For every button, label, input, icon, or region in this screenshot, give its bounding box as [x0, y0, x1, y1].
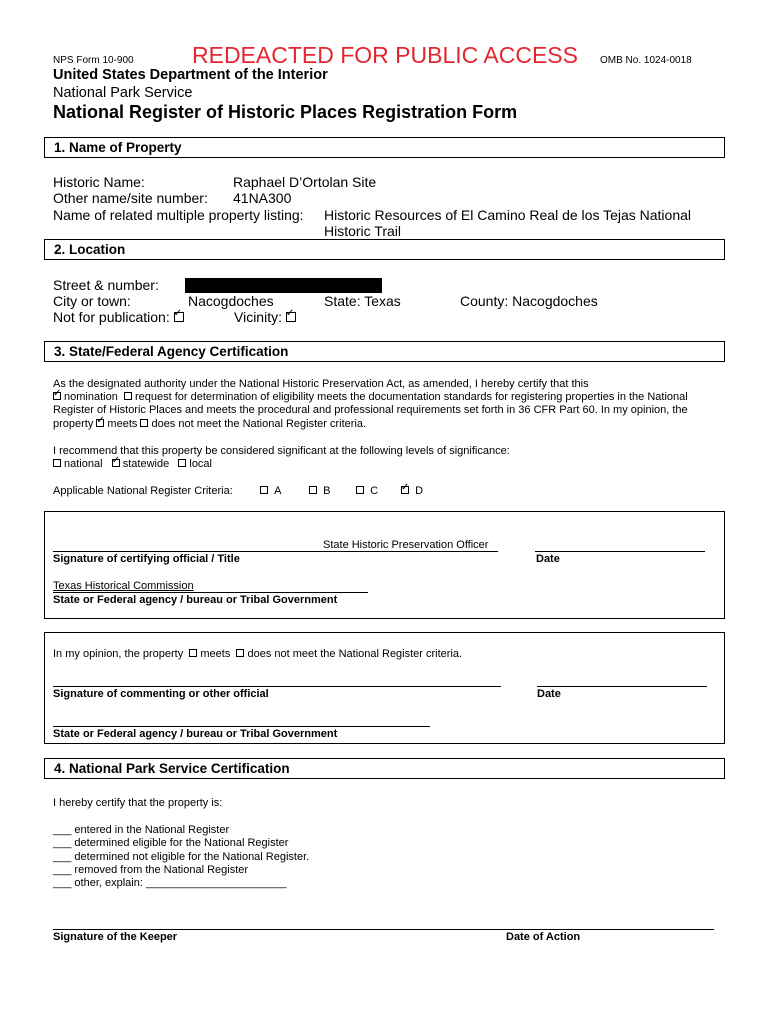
- criterion-d-label: D: [415, 485, 424, 497]
- nps-item-entered: ___ entered in the National Register: [53, 824, 230, 836]
- state-text: State: Texas: [324, 293, 401, 309]
- historic-name-value: Raphael D’Ortolan Site: [233, 174, 377, 190]
- commenting-signature-label: Signature of commenting or other official: [53, 688, 269, 700]
- agency-name-value: Texas Historical Commission: [53, 580, 194, 592]
- does-not-meet-checkbox[interactable]: [140, 419, 148, 427]
- criterion-b-checkbox[interactable]: [309, 486, 317, 494]
- redaction-notice: REDEACTED FOR PUBLIC ACCESS: [192, 42, 578, 68]
- does-not-meet-text: does not meet the National Register criteria.: [151, 418, 367, 430]
- commenting-agency-line[interactable]: [53, 726, 430, 727]
- local-label: local: [189, 458, 212, 470]
- criterion-c-label: C: [370, 485, 379, 497]
- section-4-header: 4. National Park Service Certification: [44, 758, 725, 779]
- commenting-date-line[interactable]: [537, 686, 707, 687]
- certification-text-line3: Register of Historic Places and meets the procedural and professional requirements set forth in 36 CFR Part 60. In my opinion, the: [53, 404, 688, 416]
- criterion-d: [401, 485, 423, 497]
- vicinity: [234, 309, 299, 325]
- statewide-checkbox[interactable]: [112, 459, 120, 467]
- criterion-b: [309, 485, 330, 497]
- nomination-label: nomination: [64, 391, 118, 403]
- date-line[interactable]: [535, 551, 705, 552]
- date-label: Date: [536, 553, 560, 565]
- request-text: request for determination of eligibility meets the documentation standards for registering properties in the National: [134, 391, 688, 403]
- nps-intro: I hereby certify that the property is:: [53, 797, 223, 809]
- nps-item-eligible: ___ determined eligible for the National Register: [53, 837, 289, 849]
- vicinity-label: Vicinity:: [234, 309, 282, 325]
- city-value: Nacogdoches: [188, 293, 274, 309]
- agency-label: State or Federal agency / bureau or Tribal Government: [53, 594, 338, 606]
- meets-label: meets: [107, 418, 138, 430]
- criteria-label: Applicable National Register Criteria:: [53, 485, 233, 497]
- other-name-value: 41NA300: [233, 190, 292, 206]
- certification-text-line1: As the designated authority under the National Historic Preservation Act, as amended, I hereby certify that this: [53, 378, 589, 390]
- nps-item-removed: ___ removed from the National Register: [53, 864, 249, 876]
- agency-name: National Park Service: [53, 85, 193, 101]
- historic-name-label: Historic Name:: [53, 174, 145, 190]
- commenting-opinion: [53, 648, 462, 660]
- section-2-header: 2. Location: [44, 239, 725, 260]
- department-name: United States Department of the Interior: [53, 67, 328, 83]
- redacted-street-bar: [185, 278, 382, 293]
- criterion-c-checkbox[interactable]: [356, 486, 364, 494]
- significance-levels: [53, 458, 212, 470]
- omb-number: OMB No. 1024-0018: [600, 55, 692, 66]
- commenting-date-label: Date: [537, 688, 561, 700]
- other-name-label: Other name/site number:: [53, 190, 208, 206]
- section-1-header: 1. Name of Property: [44, 137, 725, 158]
- related-listing-value-line2: Historic Trail: [324, 223, 402, 239]
- criterion-d-checkbox[interactable]: [401, 486, 409, 494]
- commenting-agency-label: State or Federal agency / bureau or Tribal Government: [53, 728, 338, 740]
- certification-text-line2: [53, 391, 688, 403]
- criterion-b-label: B: [323, 485, 331, 497]
- criterion-a-label: A: [274, 485, 282, 497]
- keeper-signature-label: Signature of the Keeper: [53, 931, 178, 943]
- form-number: NPS Form 10-900: [53, 55, 134, 66]
- certification-text-line4: [53, 418, 366, 430]
- agency-line[interactable]: [53, 592, 368, 593]
- city-label: City or town:: [53, 293, 131, 309]
- commenting-meets-checkbox[interactable]: [189, 649, 197, 657]
- signature-label: Signature of certifying official / Title: [53, 553, 240, 565]
- national-label: national: [64, 458, 103, 470]
- criterion-c: [356, 485, 378, 497]
- statewide-label: statewide: [122, 458, 170, 470]
- criterion-a-checkbox[interactable]: [260, 486, 268, 494]
- keeper-signature-line[interactable]: [53, 929, 714, 930]
- signature-line[interactable]: [53, 551, 498, 552]
- form-title: National Register of Historic Places Registration Form: [53, 102, 518, 122]
- commenting-signature-line[interactable]: [53, 686, 501, 687]
- national-checkbox[interactable]: [53, 459, 61, 467]
- commenting-does-not-meet-text: does not meet the National Register criteria.: [247, 648, 463, 660]
- vicinity-checkbox[interactable]: [286, 312, 296, 322]
- related-listing-value-line1: Historic Resources of El Camino Real de los Tejas National: [324, 207, 692, 223]
- nps-item-other: ___ other, explain: _______________________: [53, 877, 287, 889]
- commenting-opinion-prefix: In my opinion, the property: [53, 648, 184, 660]
- not-for-publication: [53, 309, 187, 325]
- county-text: County: Nacogdoches: [460, 293, 598, 309]
- not-for-publication-label: Not for publication:: [53, 309, 170, 325]
- recommend-text: I recommend that this property be considered significant at the following levels of significance:: [53, 445, 510, 457]
- date-of-action-label: Date of Action: [506, 931, 581, 943]
- officer-title: State Historic Preservation Officer: [323, 539, 489, 551]
- meets-checkbox[interactable]: [96, 419, 104, 427]
- section-3-header: 3. State/Federal Agency Certification: [44, 341, 725, 362]
- property-label: property: [53, 418, 94, 430]
- request-checkbox[interactable]: [124, 392, 132, 400]
- related-listing-label: Name of related multiple property listing:: [53, 207, 304, 223]
- commenting-meets-label: meets: [200, 648, 231, 660]
- commenting-does-not-meet-checkbox[interactable]: [236, 649, 244, 657]
- criterion-a: [260, 485, 281, 497]
- not-for-publication-checkbox[interactable]: [174, 312, 184, 322]
- nomination-checkbox[interactable]: [53, 392, 61, 400]
- nps-item-not-eligible: ___ determined not eligible for the National Register.: [53, 851, 310, 863]
- street-label: Street & number:: [53, 277, 159, 293]
- local-checkbox[interactable]: [178, 459, 186, 467]
